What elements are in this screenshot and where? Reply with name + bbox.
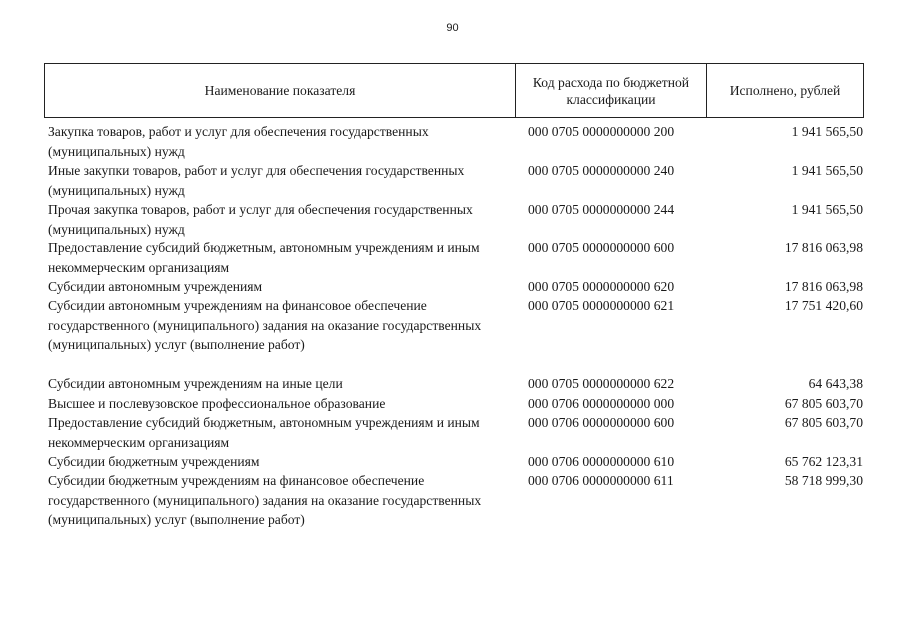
executed-amount: 1 941 565,50 xyxy=(791,202,863,217)
indicator-name: Предоставление субсидий бюджетным, автономным учреждениям и иным некоммерческим организациям xyxy=(48,415,480,450)
indicator-name: Субсидии автономным учреждениям на финансовое обеспечение государственного (муниципального) задания на оказание государственных (муниципальных) услуг (выполнение работ) xyxy=(48,298,482,352)
budget-code: 000 0705 0000000000 600 xyxy=(528,240,675,255)
budget-code: 000 0705 0000000000 240 xyxy=(528,163,675,178)
indicator-name: Субсидии бюджетным учреждениям xyxy=(48,454,260,469)
indicator-name: Высшее и послевузовское профессиональное образование xyxy=(48,396,386,411)
budget-code: 000 0706 0000000000 611 xyxy=(528,473,674,488)
budget-code: 000 0705 0000000000 244 xyxy=(528,202,675,217)
executed-amount: 67 805 603,70 xyxy=(784,396,863,411)
indicator-name: Закупка товаров, работ и услуг для обеспечения государственных (муниципальных) нужд xyxy=(48,124,429,159)
indicator-name: Предоставление субсидий бюджетным, автономным учреждениям и иным некоммерческим организациям xyxy=(48,240,480,275)
budget-code: 000 0705 0000000000 200 xyxy=(528,124,675,139)
header-code: Код расхода по бюджетной классификации xyxy=(516,64,707,117)
budget-code: 000 0705 0000000000 622 xyxy=(528,376,675,391)
indicator-name: Прочая закупка товаров, работ и услуг для обеспечения государственных (муниципальных) нужд xyxy=(48,202,473,237)
header-name: Наименование показателя xyxy=(45,64,516,117)
executed-amount: 67 805 603,70 xyxy=(784,415,863,430)
executed-amount: 17 816 063,98 xyxy=(784,240,863,255)
executed-amount: 1 941 565,50 xyxy=(791,124,863,139)
budget-code: 000 0705 0000000000 620 xyxy=(528,279,675,294)
indicator-name: Субсидии автономным учреждениям xyxy=(48,279,263,294)
indicator-name: Субсидии автономным учреждениям на иные цели xyxy=(48,376,343,391)
page-number: 90 xyxy=(446,22,459,34)
budget-code: 000 0706 0000000000 000 xyxy=(528,396,675,411)
executed-amount: 58 718 999,30 xyxy=(784,473,863,488)
header-amount: Исполнено, рублей xyxy=(729,83,841,98)
indicator-name: Субсидии бюджетным учреждениям на финансовое обеспечение государственного (муниципального) задания на оказание государственных (муниципальных) услуг (выполнение работ) xyxy=(48,473,482,527)
executed-amount: 1 941 565,50 xyxy=(791,163,863,178)
executed-amount: 65 762 123,31 xyxy=(784,454,863,469)
executed-amount: 17 816 063,98 xyxy=(784,279,863,294)
executed-amount: 17 751 420,60 xyxy=(784,298,863,313)
table-header xyxy=(44,63,864,118)
indicator-name: Иные закупки товаров, работ и услуг для обеспечения государственных (муниципальных) нужд xyxy=(48,163,465,198)
budget-code: 000 0706 0000000000 600 xyxy=(528,415,675,430)
budget-code: 000 0705 0000000000 621 xyxy=(528,298,675,313)
budget-code: 000 0706 0000000000 610 xyxy=(528,454,675,469)
executed-amount: 64 643,38 xyxy=(808,376,863,391)
